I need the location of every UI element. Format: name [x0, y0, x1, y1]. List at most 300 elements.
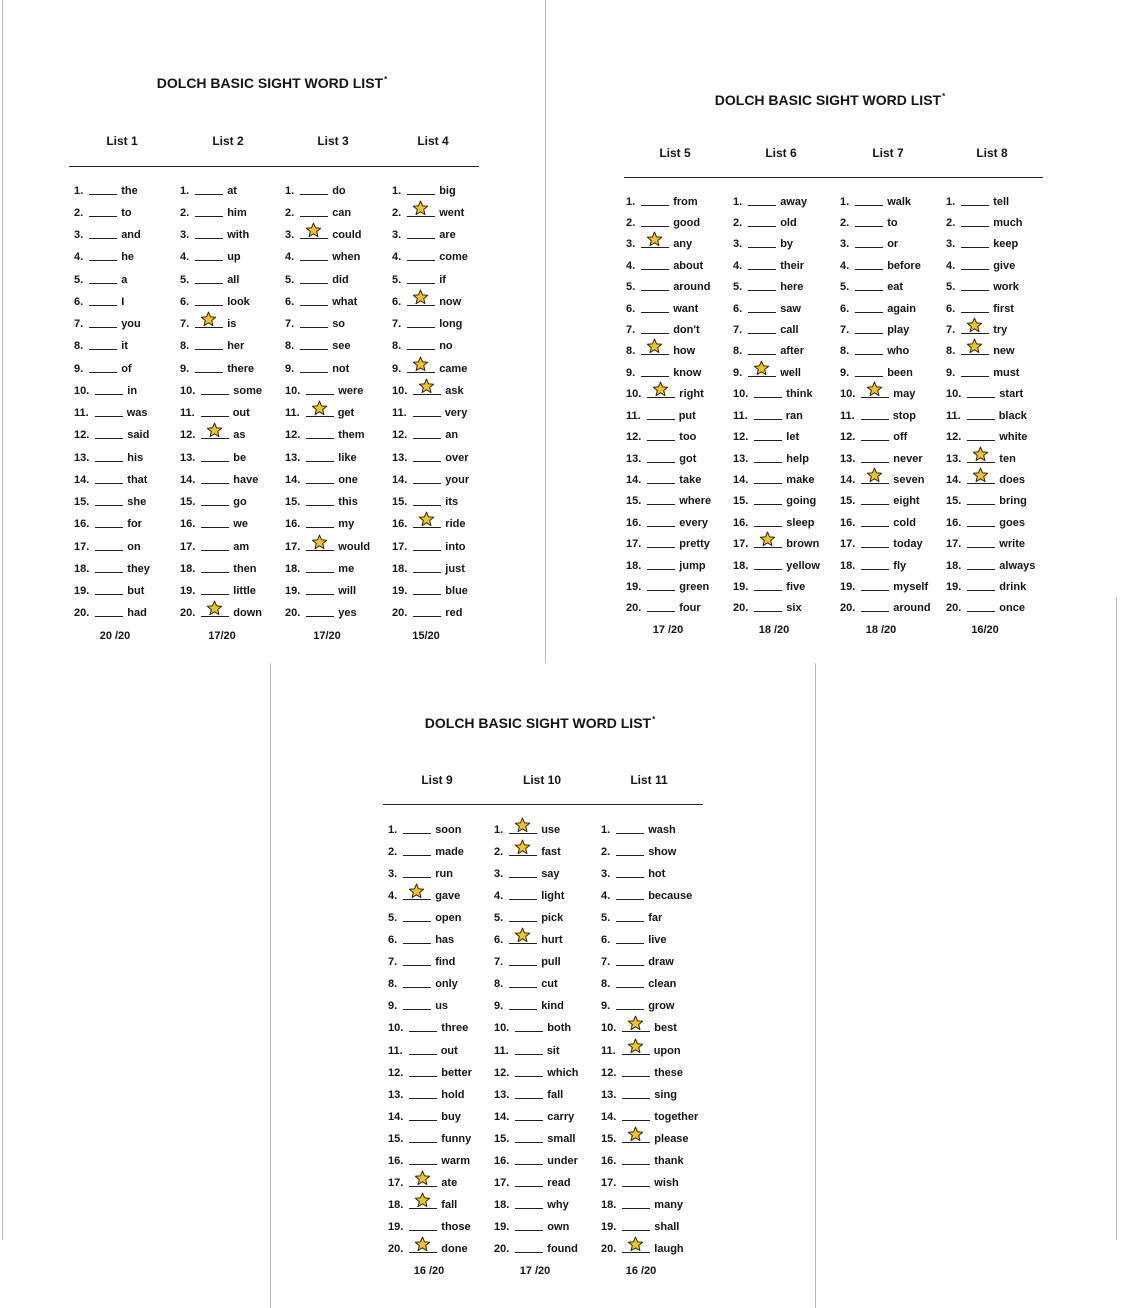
word-row: [946, 431, 1027, 444]
answer-blank: [616, 934, 644, 944]
row-number: 5.: [494, 911, 504, 924]
word-row: [733, 196, 807, 209]
row-number: 16.: [74, 518, 90, 531]
answer-blank: [622, 1133, 650, 1143]
row-number: 4.: [626, 259, 636, 272]
word-row: [494, 824, 560, 837]
word-row: [733, 238, 793, 251]
sight-word: her: [227, 340, 245, 353]
sight-word: so: [332, 318, 346, 331]
row-number: 2.: [388, 845, 398, 858]
word-row: [388, 956, 455, 969]
star-icon: [514, 927, 531, 943]
answer-blank: [201, 563, 229, 573]
answer-blank: [509, 1000, 537, 1010]
word-row: [494, 1243, 578, 1256]
answer-blank: [306, 407, 334, 417]
word-row: [494, 1199, 569, 1212]
word-row: [392, 274, 446, 287]
row-number: 4.: [494, 889, 504, 902]
row-number: 16.: [285, 518, 301, 531]
word-row: [733, 538, 819, 551]
word-row: [285, 563, 354, 576]
sight-word: upon: [653, 1044, 681, 1057]
row-number: 11.: [494, 1044, 509, 1057]
row-number: 15.: [626, 495, 642, 508]
sight-word: five: [786, 581, 806, 594]
row-number: 16.: [733, 516, 749, 529]
sight-word: it: [121, 340, 128, 353]
word-row: [946, 581, 1026, 594]
row-number: 7.: [180, 318, 190, 331]
sight-word: work: [993, 281, 1019, 294]
word-row: [74, 340, 128, 353]
row-number: 3.: [601, 867, 611, 880]
sight-word: show: [648, 845, 677, 858]
word-row: [285, 274, 349, 287]
sight-word: over: [445, 451, 469, 464]
word-row: [601, 824, 676, 837]
answer-blank: [647, 431, 675, 441]
row-number: 15.: [74, 496, 90, 509]
answer-blank: [95, 607, 123, 617]
word-row: [285, 429, 365, 442]
word-row: [388, 890, 460, 903]
sight-word: little: [233, 585, 256, 598]
row-number: 10.: [946, 388, 962, 401]
answer-blank: [967, 560, 995, 570]
answer-blank: [754, 453, 782, 463]
sight-word: tell: [993, 195, 1010, 208]
row-number: 2.: [733, 216, 743, 229]
word-row: [285, 585, 356, 598]
row-number: 5.: [74, 273, 84, 286]
word-row: [180, 296, 250, 309]
sight-word: six: [786, 602, 802, 615]
word-row: [388, 1089, 465, 1102]
star-icon: [866, 381, 883, 397]
row-number: 19.: [946, 581, 962, 594]
sight-word: try: [993, 324, 1008, 337]
word-row: [733, 281, 803, 294]
row-number: 3.: [180, 229, 190, 242]
list-score: 17 /20: [519, 1264, 551, 1277]
sight-word: may: [893, 388, 916, 401]
sight-word: put: [678, 409, 696, 422]
sight-word: by: [780, 238, 794, 251]
row-number: 6.: [74, 295, 84, 308]
sight-word: too: [679, 431, 697, 444]
sight-word: say: [541, 867, 560, 880]
answer-blank: [201, 452, 229, 462]
row-number: 11.: [285, 407, 300, 420]
sight-word: here: [780, 281, 804, 294]
answer-blank: [409, 1221, 437, 1231]
answer-blank: [754, 560, 782, 570]
row-number: 19.: [392, 585, 408, 598]
row-number: 13.: [733, 452, 749, 465]
row-number: 7.: [285, 318, 295, 331]
row-number: 19.: [285, 585, 301, 598]
word-row: [946, 410, 1027, 423]
sight-word: help: [786, 452, 809, 465]
row-number: 10.: [840, 388, 856, 401]
row-number: 5.: [946, 281, 956, 294]
answer-blank: [647, 560, 675, 570]
sight-word: will: [338, 585, 357, 598]
word-row: [733, 410, 803, 423]
answer-blank: [89, 185, 117, 195]
sight-word: not: [332, 362, 350, 375]
list-heading: List 7: [872, 146, 904, 160]
word-row: [840, 410, 916, 423]
star-icon: [311, 534, 328, 550]
row-number: 9.: [601, 1000, 611, 1013]
word-row: [180, 585, 256, 598]
sight-word: away: [780, 195, 808, 208]
sight-word: going: [786, 495, 817, 508]
word-row: [946, 560, 1035, 573]
row-number: 5.: [840, 281, 850, 294]
sight-word: every: [679, 516, 709, 529]
word-row: [285, 229, 362, 242]
sight-word: saw: [780, 302, 801, 315]
row-number: 16.: [601, 1155, 617, 1167]
sight-word: as: [233, 429, 246, 442]
word-row: [494, 1089, 563, 1102]
answer-blank: [201, 518, 229, 528]
list-heading: List 10: [522, 773, 561, 787]
worksheet-page-2: [560, 60, 1117, 660]
word-row: [601, 1199, 683, 1212]
star-icon: [412, 200, 429, 216]
answer-blank: [967, 495, 995, 505]
sight-word: run: [435, 867, 453, 880]
word-row: [626, 538, 710, 551]
word-row: [392, 251, 468, 264]
row-number: 7.: [74, 318, 84, 331]
answer-blank: [403, 912, 431, 922]
star-icon: [759, 531, 776, 547]
answer-blank: [641, 324, 669, 334]
row-number: 18.: [392, 562, 408, 575]
answer-blank: [622, 1221, 650, 1231]
row-number: 11.: [180, 407, 195, 420]
word-row: [392, 518, 465, 531]
row-number: 17.: [946, 538, 962, 551]
answer-blank: [748, 260, 776, 270]
sight-word: one: [338, 473, 358, 486]
word-row: [74, 296, 124, 309]
row-number: 6.: [840, 302, 850, 315]
word-row: [733, 388, 813, 401]
row-number: 20.: [494, 1243, 510, 1256]
row-number: 17.: [626, 538, 642, 551]
word-row: [601, 1045, 681, 1058]
row-number: 10.: [494, 1022, 510, 1035]
word-row: [494, 912, 563, 925]
answer-blank: [616, 868, 644, 878]
sight-word: ask: [445, 384, 464, 397]
sight-word: drink: [999, 581, 1027, 594]
answer-blank: [306, 385, 334, 395]
word-row: [946, 367, 1019, 380]
worksheet-page-3: [270, 663, 816, 1308]
sight-word: in: [127, 384, 138, 397]
sight-word: think: [786, 388, 813, 401]
row-number: 14.: [626, 473, 642, 486]
row-number: 18.: [388, 1199, 404, 1212]
answer-blank: [95, 429, 123, 439]
answer-blank: [409, 1133, 437, 1143]
word-row: [626, 560, 706, 573]
star-icon: [305, 222, 322, 238]
answer-blank: [748, 345, 776, 355]
word-row: [392, 496, 458, 509]
word-row: [840, 303, 916, 316]
sight-word: there: [227, 362, 255, 375]
answer-blank: [855, 281, 883, 291]
word-row: [74, 585, 144, 598]
word-row: [74, 251, 134, 264]
sight-word: kind: [541, 1000, 564, 1013]
row-number: 8.: [601, 978, 611, 991]
answer-blank: [300, 229, 328, 239]
sight-word: she: [127, 496, 147, 509]
word-row: [285, 251, 360, 264]
header-rule: [624, 177, 1043, 178]
row-number: 6.: [388, 934, 398, 946]
row-number: 3.: [840, 238, 850, 251]
answer-blank: [409, 1111, 437, 1121]
word-row: [626, 517, 708, 530]
list-score: 16 /20: [413, 1264, 445, 1277]
row-number: 3.: [733, 238, 743, 251]
answer-blank: [95, 385, 123, 395]
word-row: [180, 274, 239, 287]
answer-blank: [748, 324, 776, 334]
row-number: 17.: [601, 1177, 617, 1190]
sight-word: hurt: [541, 934, 563, 946]
row-number: 3.: [388, 867, 398, 880]
word-row: [392, 429, 458, 442]
star-icon: [418, 511, 435, 527]
word-row: [840, 517, 916, 530]
sight-word: or: [887, 238, 899, 251]
sight-word: am: [233, 540, 250, 553]
sight-word: far: [648, 911, 663, 924]
answer-blank: [861, 474, 889, 484]
sight-word: had: [127, 607, 147, 620]
row-number: 5.: [626, 281, 636, 294]
row-number: 7.: [601, 956, 611, 969]
answer-blank: [89, 207, 117, 217]
row-number: 4.: [392, 251, 402, 264]
answer-blank: [647, 602, 675, 612]
sight-word: long: [439, 318, 463, 331]
answer-blank: [961, 345, 989, 355]
sight-word: and: [121, 229, 141, 242]
row-number: 2.: [392, 206, 402, 219]
word-row: [388, 846, 464, 859]
word-row: [840, 260, 921, 273]
row-number: 18.: [626, 559, 642, 572]
sight-word: play: [887, 324, 910, 337]
row-number: 20.: [601, 1243, 617, 1256]
row-number: 3.: [392, 229, 402, 242]
title-footnote-mark: *: [652, 715, 656, 725]
row-number: 1.: [74, 184, 84, 197]
row-number: 8.: [494, 978, 504, 991]
answer-blank: [195, 229, 223, 239]
row-number: 16.: [626, 516, 642, 529]
sight-word: out: [440, 1044, 458, 1057]
word-row: [733, 367, 801, 380]
sight-word: fall: [547, 1088, 564, 1101]
sight-word: hot: [648, 867, 666, 880]
answer-blank: [515, 1111, 543, 1121]
answer-blank: [961, 303, 989, 313]
row-number: 7.: [626, 324, 636, 337]
row-number: 11.: [626, 409, 641, 422]
answer-blank: [407, 207, 435, 217]
answer-blank: [515, 1045, 543, 1055]
word-row: [285, 407, 354, 420]
sight-word: old: [780, 216, 797, 229]
sight-word: been: [887, 366, 913, 379]
answer-blank: [641, 260, 669, 270]
star-icon: [414, 1192, 431, 1208]
word-row: [946, 453, 1016, 466]
word-row: [626, 281, 710, 294]
sight-word: with: [227, 229, 250, 242]
sight-word: right: [679, 388, 704, 401]
word-row: [840, 345, 909, 358]
sight-word: if: [439, 273, 446, 286]
row-number: 1.: [601, 823, 611, 836]
answer-blank: [306, 496, 334, 506]
row-number: 8.: [388, 978, 398, 991]
row-number: 19.: [840, 581, 856, 594]
page-title: [630, 92, 1030, 108]
word-row: [285, 518, 354, 531]
word-row: [601, 912, 662, 925]
row-number: 18.: [494, 1199, 510, 1212]
answer-blank: [306, 452, 334, 462]
row-number: 19.: [626, 581, 642, 594]
word-row: [946, 388, 1023, 401]
sight-word: you: [121, 318, 141, 331]
word-row: [840, 281, 903, 294]
word-row: [626, 431, 696, 444]
answer-blank: [403, 868, 431, 878]
word-row: [494, 956, 561, 969]
sight-word: better: [441, 1066, 472, 1079]
answer-blank: [967, 538, 995, 548]
sight-word: eight: [893, 495, 920, 508]
word-row: [285, 541, 370, 554]
sight-word: he: [121, 251, 135, 264]
answer-blank: [647, 517, 675, 527]
sight-word: always: [999, 559, 1036, 572]
list-score: 17/20: [208, 629, 236, 642]
word-row: [601, 978, 676, 991]
sight-word: grow: [648, 1000, 675, 1013]
star-icon: [646, 231, 663, 247]
sight-word: said: [127, 429, 150, 442]
row-number: 14.: [180, 473, 196, 486]
row-number: 2.: [285, 206, 295, 219]
answer-blank: [855, 367, 883, 377]
row-number: 2.: [494, 845, 504, 858]
word-row: [392, 607, 462, 620]
sight-word: best: [654, 1022, 677, 1035]
title-footnote-mark: *: [942, 92, 946, 102]
answer-blank: [409, 1045, 437, 1055]
row-number: 15.: [388, 1132, 404, 1145]
word-row: [494, 846, 561, 859]
row-number: 15.: [494, 1132, 510, 1145]
sight-word: ride: [445, 518, 466, 531]
sight-word: like: [338, 451, 357, 464]
word-row: [74, 563, 150, 576]
sight-word: today: [893, 538, 923, 551]
row-number: 10.: [626, 388, 642, 401]
sight-word: never: [893, 452, 923, 465]
star-icon: [206, 422, 223, 438]
row-number: 12.: [74, 429, 90, 442]
word-row: [180, 185, 237, 198]
sight-word: wish: [654, 1177, 679, 1190]
sight-word: own: [547, 1221, 570, 1234]
star-icon: [414, 1170, 431, 1186]
word-row: [601, 1000, 674, 1013]
word-row: [601, 1221, 679, 1234]
row-number: 18.: [946, 559, 962, 572]
row-number: 17.: [840, 538, 856, 551]
answer-blank: [622, 1155, 650, 1165]
answer-blank: [509, 912, 537, 922]
sight-word: once: [999, 602, 1025, 615]
word-row: [840, 560, 906, 573]
word-row: [733, 453, 809, 466]
word-row: [733, 303, 801, 316]
word-row: [180, 385, 262, 398]
row-number: 10.: [601, 1022, 617, 1035]
answer-blank: [754, 495, 782, 505]
list-heading: List 4: [417, 134, 449, 148]
row-number: 10.: [285, 384, 301, 397]
answer-blank: [201, 585, 229, 595]
row-number: 1.: [946, 195, 956, 208]
word-row: [733, 324, 799, 337]
row-number: 12.: [601, 1066, 617, 1079]
answer-blank: [195, 207, 223, 217]
row-number: 8.: [392, 340, 402, 353]
sight-word: yellow: [786, 559, 820, 572]
sight-word: please: [654, 1132, 689, 1145]
answer-blank: [306, 541, 334, 551]
row-number: 13.: [946, 452, 962, 465]
row-number: 3.: [285, 229, 295, 242]
row-number: 17.: [285, 540, 301, 553]
sight-word: an: [445, 429, 459, 442]
row-number: 11.: [733, 409, 748, 422]
list-score: 17 /20: [652, 623, 684, 636]
word-row: [840, 495, 920, 508]
answer-blank: [300, 363, 328, 373]
answer-blank: [89, 274, 117, 284]
